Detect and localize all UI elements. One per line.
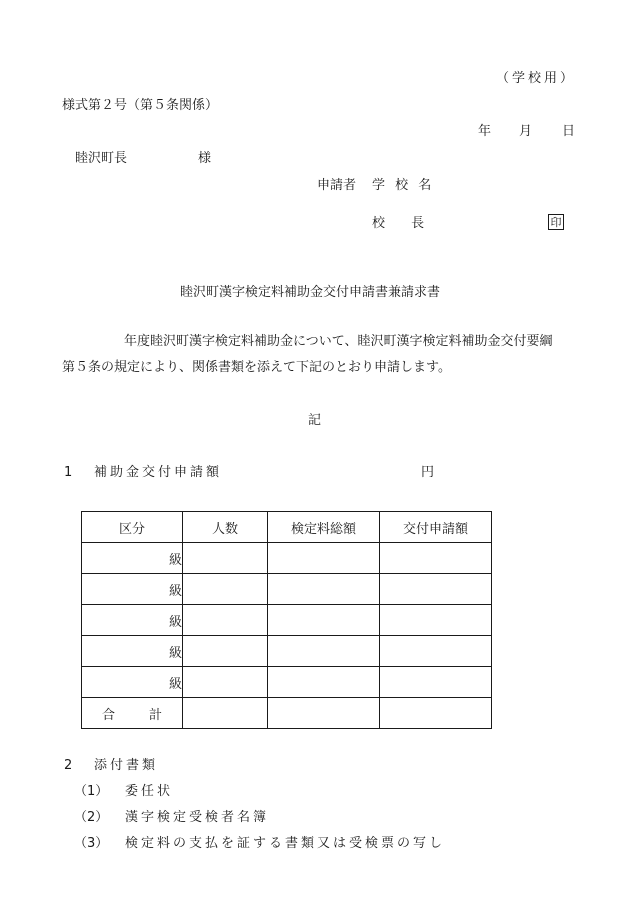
section2-number: 2 [64, 758, 73, 773]
body-line-1: 年度睦沢町漢字検定料補助金について、睦沢町漢字検定料補助金交付要綱 [124, 334, 553, 349]
header-category: 区分 [82, 512, 183, 543]
application-table [81, 511, 492, 729]
header-count: 人数 [183, 512, 268, 543]
row-count-cell[interactable] [183, 667, 268, 698]
table-row [82, 636, 492, 667]
attachment-number: （2） [74, 810, 109, 825]
body-line-2: 第５条の規定により、関係書類を添えて下記のとおり申請します。 [62, 360, 451, 375]
row-count-cell[interactable] [183, 574, 268, 605]
table-header-row [82, 512, 492, 543]
row-amount-cell[interactable] [380, 636, 492, 667]
row-fee-cell[interactable] [268, 636, 380, 667]
row-fee-cell[interactable] [268, 605, 380, 636]
table-row [82, 605, 492, 636]
row-amount-cell[interactable] [380, 605, 492, 636]
form-number: 様式第２号（第５条関係） [62, 98, 219, 113]
applicant-label: 申請者 [317, 178, 357, 193]
attachment-number: （3） [74, 836, 109, 851]
row-fee-cell[interactable] [268, 543, 380, 574]
principal-label: 校 長 [372, 216, 428, 231]
table-row [82, 543, 492, 574]
attachment-text: 漢字検定受検者名簿 [125, 810, 270, 825]
total-fee-cell[interactable] [268, 698, 380, 729]
row-category: 級 [82, 543, 183, 574]
date-year-label: 年 [478, 124, 492, 139]
total-count-cell[interactable] [183, 698, 268, 729]
row-category: 級 [82, 636, 183, 667]
form-type: （学校用） [496, 71, 577, 86]
attachment-text: 検定料の支払を証する書類又は受検票の写し [125, 836, 446, 851]
document-title: 睦沢町漢字検定料補助金交付申請書兼請求書 [180, 285, 441, 300]
header-fee-total: 検定料総額 [268, 512, 380, 543]
row-fee-cell[interactable] [268, 574, 380, 605]
table-row [82, 667, 492, 698]
row-category: 級 [82, 667, 183, 698]
row-category: 級 [82, 605, 183, 636]
row-count-cell[interactable] [183, 543, 268, 574]
date-month-label: 月 [519, 124, 533, 139]
total-label-left: 合 [101, 707, 115, 723]
seal-mark: 印 [548, 214, 564, 230]
section1-number: 1 [64, 465, 73, 480]
attachment-number: （1） [74, 784, 109, 799]
header-request-amount: 交付申請額 [380, 512, 492, 543]
row-count-cell[interactable] [183, 605, 268, 636]
row-amount-cell[interactable] [380, 667, 492, 698]
attachment-text: 委任状 [125, 784, 174, 799]
section1-unit: 円 [421, 465, 435, 480]
ki-label: 記 [308, 413, 322, 428]
row-amount-cell[interactable] [380, 574, 492, 605]
addressee-name: 睦沢町長 [75, 151, 128, 166]
section2-label: 添付書類 [94, 758, 159, 773]
school-name-label: 学 校 名 [372, 178, 435, 193]
total-amount-cell[interactable] [380, 698, 492, 729]
section1-label: 補助金交付申請額 [94, 465, 223, 480]
row-amount-cell[interactable] [380, 543, 492, 574]
row-count-cell[interactable] [183, 636, 268, 667]
date-day-label: 日 [562, 124, 576, 139]
table-total-row [82, 698, 492, 729]
total-label-right: 計 [149, 707, 163, 723]
row-category: 級 [82, 574, 183, 605]
total-label [82, 698, 183, 729]
row-fee-cell[interactable] [268, 667, 380, 698]
table-row [82, 574, 492, 605]
addressee-honorific: 様 [198, 151, 212, 166]
